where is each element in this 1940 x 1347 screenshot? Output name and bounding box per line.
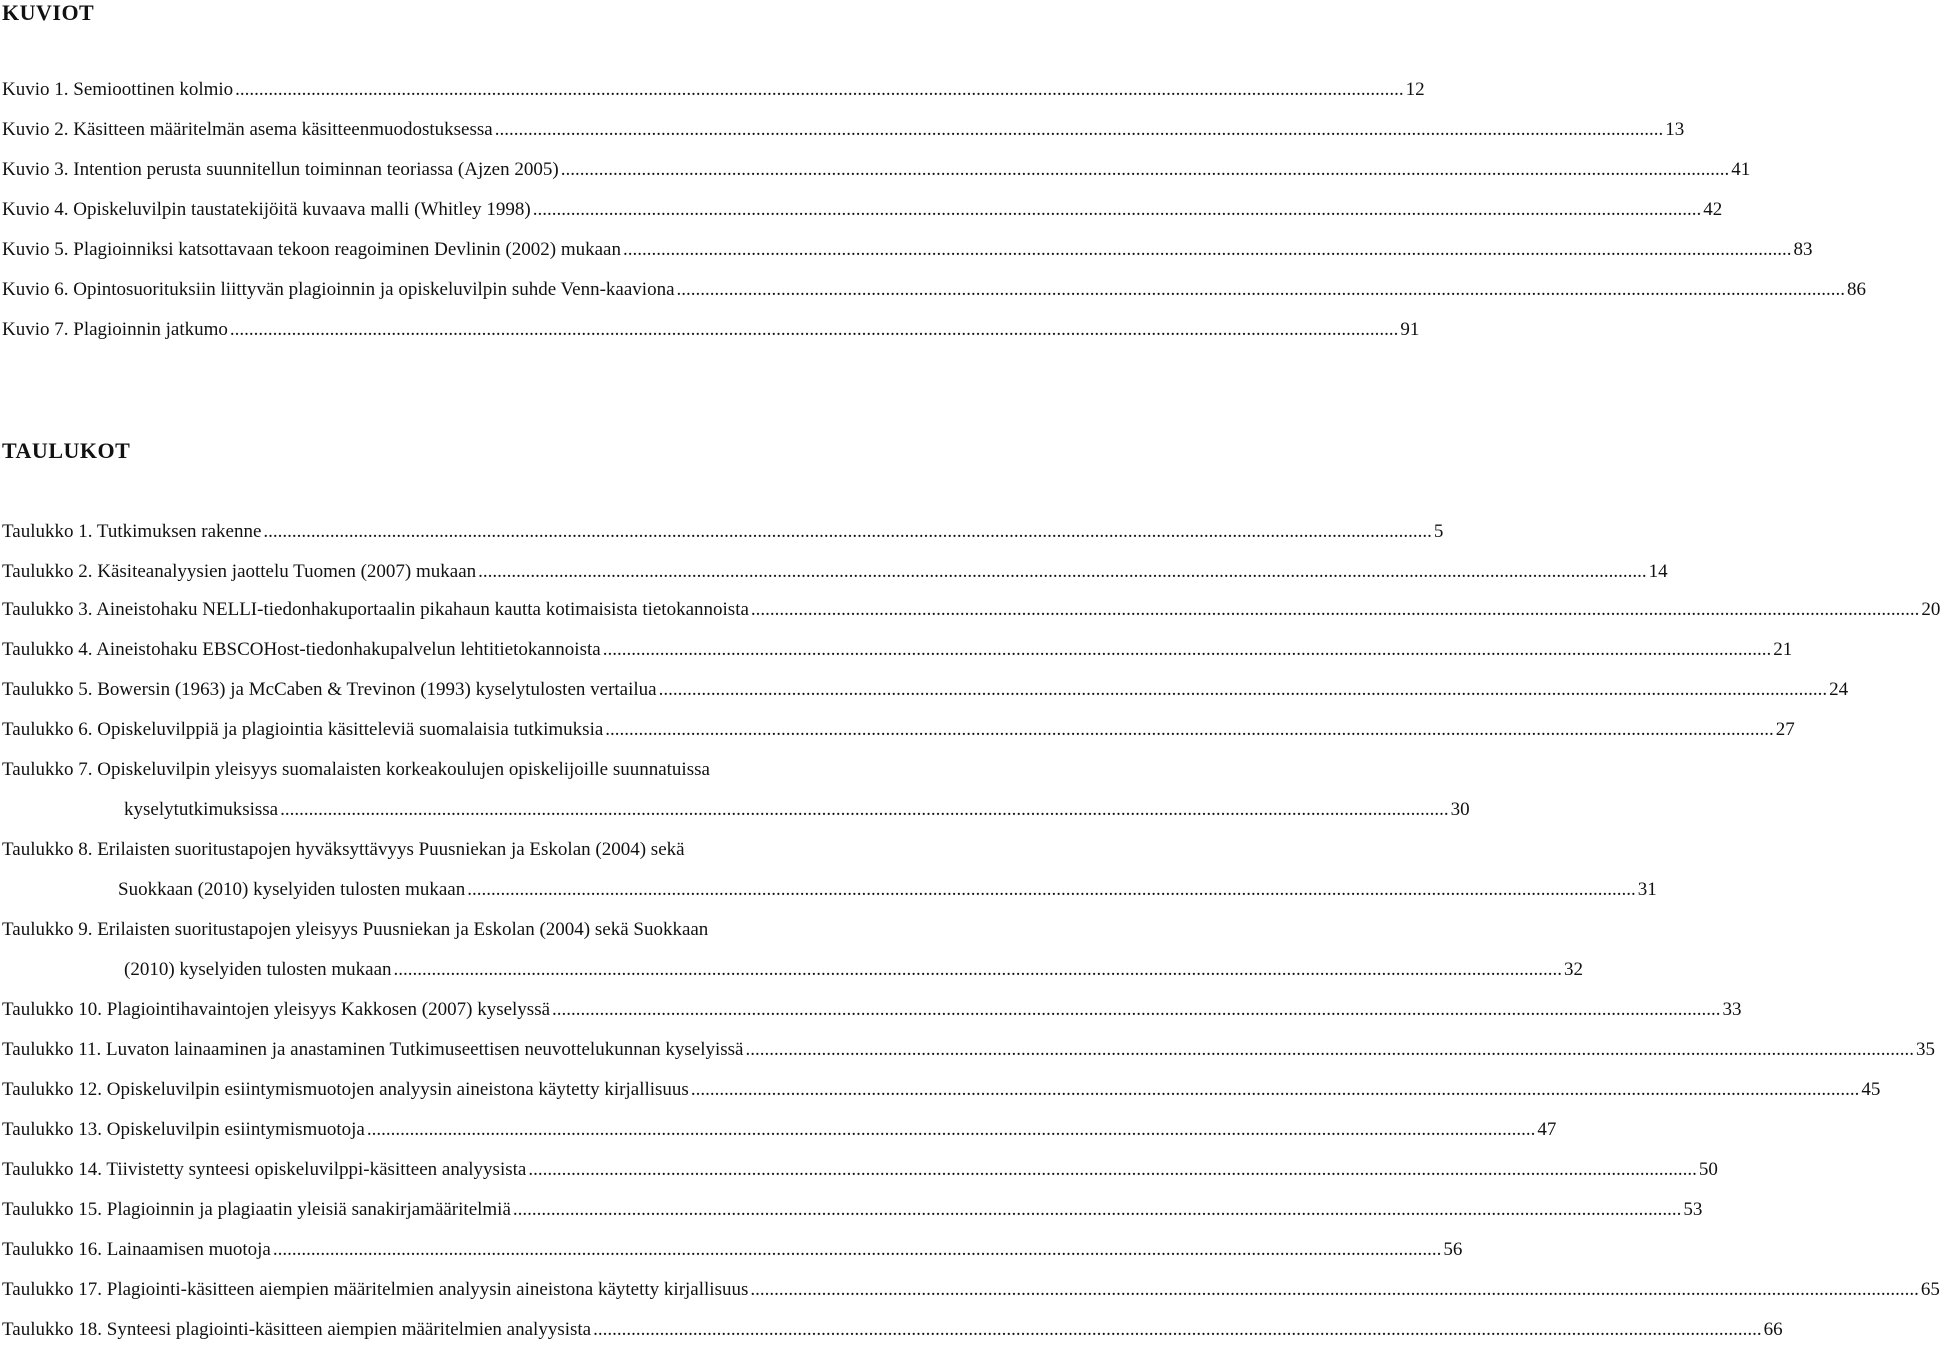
entry-label: Taulukko 16.: [2, 1239, 102, 1260]
leader-dots: [513, 1198, 1682, 1222]
entry-label: Taulukko 5.: [2, 679, 93, 700]
entry-label: Taulukko 10.: [2, 999, 102, 1020]
leader-dots: [691, 1078, 1860, 1102]
entry-page: 42: [1703, 199, 1723, 220]
entry-title: Käsiteanalyysien jaottelu Tuomen (2007) mukaan: [97, 561, 477, 582]
entry-title-continued: Suokkaan (2010) kyselyiden tulosten mukaan: [118, 879, 466, 900]
toc-entry-table-11[interactable]: [2, 1038, 1935, 1062]
entry-label: Taulukko 14.: [2, 1159, 102, 1180]
leader-dots: [280, 798, 1449, 822]
figures-heading: KUVIOT: [2, 0, 95, 25]
entry-title: Aineistohaku EBSCOHost-tiedonhakupalvelun lehtitietokannoista: [96, 639, 601, 660]
entry-title-continued: (2010) kyselyiden tulosten mukaan: [124, 959, 392, 980]
entry-page: 50: [1698, 1159, 1718, 1180]
entry-page: 65: [1920, 1279, 1940, 1300]
entry-label: Taulukko 4.: [2, 639, 93, 660]
entry-title: Opiskeluvilpin esiintymismuotojen analyysin aineistona käytetty kirjallisuus: [106, 1079, 689, 1100]
toc-entry-table-12[interactable]: [2, 1078, 1881, 1102]
entry-title: Synteesi plagiointi-käsitteen aiempien määritelmien analyysista: [106, 1319, 592, 1340]
entry-page: 33: [1722, 999, 1742, 1020]
entry-label: Taulukko 15.: [2, 1199, 102, 1220]
leader-dots: [478, 560, 1647, 584]
entry-label: Kuvio 7.: [2, 319, 69, 340]
toc-entry-table-14[interactable]: [2, 1158, 1718, 1182]
entry-label: Taulukko 8.: [2, 839, 93, 860]
entry-page: 35: [1915, 1039, 1935, 1060]
entry-title: Plagioinnin ja plagiaatin yleisiä sanakirjamääritelmiä: [106, 1199, 511, 1220]
toc-entry-table-13[interactable]: [2, 1118, 1557, 1142]
entry-label: Taulukko 6.: [2, 719, 93, 740]
entry-title: Plagioinniksi katsottavaan tekoon reagoiminen Devlinin (2002) mukaan: [73, 239, 621, 260]
entry-page: 20: [1921, 599, 1940, 620]
leader-dots: [533, 198, 1702, 222]
entry-title: Tiivistetty synteesi opiskeluvilppi-käsitteen analyysista: [106, 1159, 527, 1180]
toc-entry-table-15[interactable]: [2, 1198, 1703, 1222]
leader-dots: [751, 598, 1920, 622]
entry-page: 45: [1861, 1079, 1881, 1100]
toc-entry-table-18[interactable]: [2, 1318, 1783, 1342]
entry-label: Taulukko 1.: [2, 521, 93, 542]
tables-heading: TAULUKOT: [2, 438, 131, 463]
entry-title: Opiskeluvilpin taustatekijöitä kuvaava malli (Whitley 1998): [73, 199, 531, 220]
entry-title: Intention perusta suunnitellun toiminnan teoriassa (Ajzen 2005): [73, 159, 559, 180]
toc-entry-table-9[interactable]: [2, 918, 1584, 982]
entry-title: Plagiointi-käsitteen aiempien määritelmien analyysin aineistona käytetty kirjallisuus: [106, 1279, 749, 1300]
leader-dots: [394, 958, 1563, 982]
toc-entry-figure-2[interactable]: [2, 118, 1685, 142]
entry-page: 91: [1400, 319, 1420, 340]
toc-entry-figure-4[interactable]: [2, 198, 1723, 222]
toc-entry-figure-1[interactable]: [2, 78, 1425, 102]
entry-label: Taulukko 9.: [2, 919, 93, 940]
leader-dots: [495, 118, 1664, 142]
entry-page: 86: [1847, 279, 1867, 300]
toc-entry-table-5[interactable]: [2, 678, 1849, 702]
entry-title: Opintosuorituksiin liittyvän plagioinnin ja opiskeluvilpin suhde Venn-kaaviona: [73, 279, 675, 300]
leader-dots: [467, 878, 1636, 902]
leader-dots: [552, 998, 1721, 1022]
entry-title: Lainaamisen muotoja: [106, 1239, 271, 1260]
leader-dots: [561, 158, 1730, 182]
entry-title: Opiskeluvilppiä ja plagiointia käsitteleviä suomalaisia tutkimuksia: [97, 719, 604, 740]
entry-page: 27: [1775, 719, 1795, 740]
toc-entry-figure-5[interactable]: [2, 238, 1813, 262]
entry-title: Semioottinen kolmio: [73, 79, 234, 100]
toc-entry-table-6[interactable]: [2, 718, 1795, 742]
toc-entry-table-2[interactable]: [2, 560, 1668, 584]
entry-title: Bowersin (1963) ja McCaben & Trevinon (1993) kyselytulosten vertailua: [97, 679, 657, 700]
entry-title: Plagiointihavaintojen yleisyys Kakkosen (2007) kyselyssä: [106, 999, 551, 1020]
toc-entry-table-3[interactable]: [2, 598, 1940, 622]
entry-page: 5: [1433, 521, 1444, 542]
entry-title: Luvaton lainaaminen ja anastaminen Tutkimuseettisen neuvottelukunnan kyselyissä: [106, 1039, 744, 1060]
leader-dots: [273, 1238, 1442, 1262]
toc-entry-table-4[interactable]: [2, 638, 1793, 662]
entry-label: Taulukko 11.: [2, 1039, 102, 1060]
entry-label: Taulukko 18.: [2, 1319, 102, 1340]
leader-dots: [745, 1038, 1914, 1062]
entry-label: Taulukko 17.: [2, 1279, 102, 1300]
entry-page: 47: [1537, 1119, 1557, 1140]
leader-dots: [528, 1158, 1697, 1182]
entry-page: 21: [1773, 639, 1793, 660]
entry-title: Erilaisten suoritustapojen hyväksyttävyys Puusniekan ja Eskolan (2004) sekä: [97, 839, 685, 860]
entry-page: 30: [1450, 799, 1470, 820]
leader-dots: [605, 718, 1774, 742]
entry-title-continued: kyselytutkimuksissa: [124, 799, 279, 820]
entry-title: Plagioinnin jatkumo: [73, 319, 228, 340]
entry-label: Kuvio 2.: [2, 119, 69, 140]
toc-entry-table-8[interactable]: [2, 838, 1657, 902]
entry-page: 31: [1637, 879, 1657, 900]
entry-title: Käsitteen määritelmän asema käsitteenmuodostuksessa: [73, 119, 493, 140]
entry-title: Opiskeluvilpin yleisyys suomalaisten korkeakoulujen opiskelijoille suunnatuissa: [97, 759, 710, 780]
toc-entry-table-7[interactable]: [2, 758, 1470, 822]
leader-dots: [367, 1118, 1536, 1142]
entry-label: Kuvio 6.: [2, 279, 69, 300]
entry-label: Taulukko 13.: [2, 1119, 102, 1140]
leader-dots: [659, 678, 1828, 702]
entry-page: 32: [1564, 959, 1584, 980]
entry-page: 14: [1648, 561, 1668, 582]
toc-entry-table-16[interactable]: [2, 1238, 1463, 1262]
toc-entry-table-1[interactable]: [2, 520, 1444, 544]
leader-dots: [263, 520, 1432, 544]
entry-label: Kuvio 4.: [2, 199, 69, 220]
entry-page: 66: [1763, 1319, 1783, 1340]
entry-title: Opiskeluvilpin esiintymismuotoja: [106, 1119, 365, 1140]
entry-title: Aineistohaku NELLI-tiedonhakuportaalin pikahaun kautta kotimaisista tietokannoista: [96, 599, 749, 620]
entry-page: 53: [1683, 1199, 1703, 1220]
entry-title: Erilaisten suoritustapojen yleisyys Puusniekan ja Eskolan (2004) sekä Suokkaan: [97, 919, 709, 940]
entry-label: Taulukko 3.: [2, 599, 93, 620]
leader-dots: [677, 278, 1846, 302]
entry-page: 41: [1731, 159, 1751, 180]
entry-label: Taulukko 12.: [2, 1079, 102, 1100]
entry-label: Taulukko 7.: [2, 759, 93, 780]
toc-entry-table-10[interactable]: [2, 998, 1742, 1022]
leader-dots: [603, 638, 1772, 662]
entry-page: 24: [1829, 679, 1849, 700]
entry-label: Kuvio 3.: [2, 159, 69, 180]
entry-page: 83: [1793, 239, 1813, 260]
entry-label: Kuvio 5.: [2, 239, 69, 260]
entry-page: 13: [1665, 119, 1685, 140]
leader-dots: [750, 1278, 1919, 1302]
leader-dots: [235, 78, 1404, 102]
entry-page: 12: [1405, 79, 1425, 100]
toc-entry-figure-3[interactable]: [2, 158, 1751, 182]
entry-page: 56: [1443, 1239, 1463, 1260]
entry-label: Taulukko 2.: [2, 561, 93, 582]
leader-dots: [593, 1318, 1762, 1342]
entry-title: Tutkimuksen rakenne: [96, 521, 262, 542]
toc-entry-table-17[interactable]: [2, 1278, 1940, 1302]
entry-label: Kuvio 1.: [2, 79, 69, 100]
toc-entry-figure-6[interactable]: [2, 278, 1867, 302]
leader-dots: [623, 238, 1792, 262]
toc-entry-figure-7[interactable]: [2, 318, 1420, 342]
leader-dots: [230, 318, 1399, 342]
